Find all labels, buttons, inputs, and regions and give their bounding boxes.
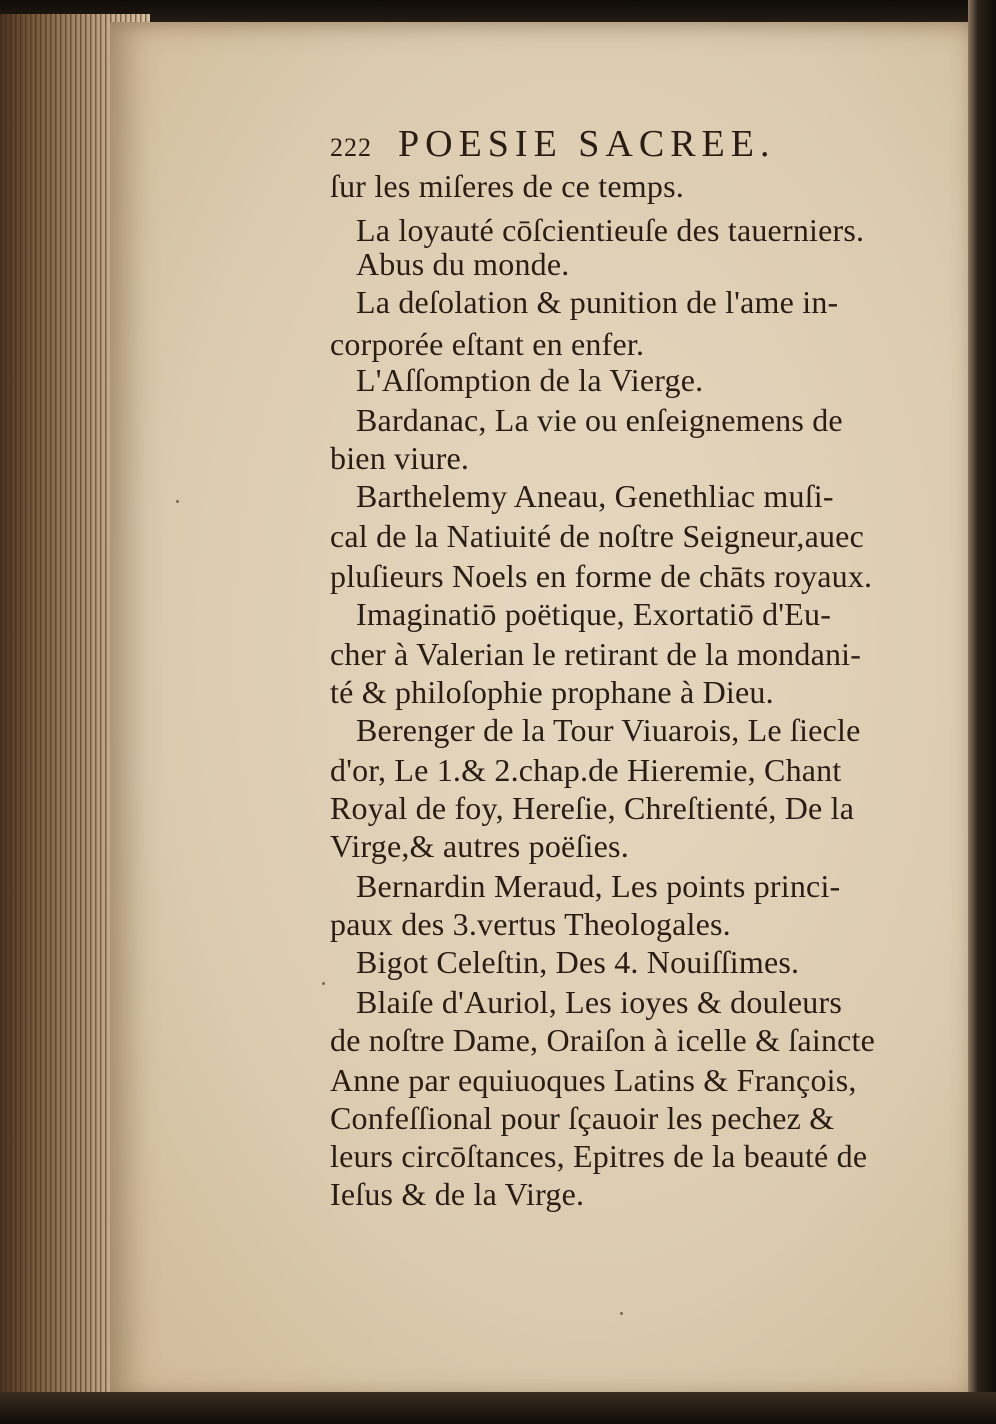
text-line: La loyauté cōſcientieuſe des tauerniers.	[356, 212, 865, 248]
text-line: de noſtre Dame, Oraiſon à icelle & ſaincte	[330, 1022, 876, 1058]
text-line: Royal de foy, Hereſie, Chreſtienté, De la	[330, 790, 855, 826]
binding-edge-bottom	[0, 1392, 996, 1424]
text-line: Bernardin Meraud, Les points princi-	[356, 868, 841, 904]
page-header	[330, 122, 775, 172]
text-line: leurs circōſtances, Epitres de la beauté de	[330, 1138, 868, 1174]
text-line: Abus du monde.	[356, 246, 570, 282]
text-line: Bigot Celeſtin, Des 4. Nouiſſimes.	[356, 944, 800, 980]
text-line: Anne par equiuoques Latins & François,	[330, 1062, 857, 1098]
text-line: La deſolation & punition de l'ame in-	[356, 284, 839, 320]
text-line: Blaiſe d'Auriol, Les ioyes & douleurs	[356, 984, 842, 1020]
binding-edge-right	[968, 0, 996, 1424]
ink-speck	[322, 982, 325, 985]
text-line: pluſieurs Noels en forme de chāts royaux.	[330, 558, 873, 594]
text-line: d'or, Le 1.& 2.chap.de Hieremie, Chant	[330, 752, 842, 788]
text-line: cher à Valerian le retirant de la mondani-	[330, 636, 862, 672]
text-line: paux des 3.vertus Theologales.	[330, 906, 731, 942]
text-line: Barthelemy Aneau, Genethliac muſi-	[356, 478, 834, 514]
text-line: ſur les miſeres de ce temps.	[330, 168, 684, 204]
page-number: 222	[330, 133, 372, 162]
text-line: corporée eſtant en enfer.	[330, 326, 645, 362]
text-line: Imaginatiō poëtique, Exortatiō d'Eu-	[356, 596, 832, 632]
text-line: L'Aſſomption de la Vierge.	[356, 362, 704, 398]
text-line: Bardanac, La vie ou enſeignemens de	[356, 402, 843, 438]
text-line: Berenger de la Tour Viuarois, Le ſiecle	[356, 712, 861, 748]
text-line: Virge,& autres poëſies.	[330, 828, 629, 864]
text-line: bien viure.	[330, 440, 470, 476]
text-line: Ieſus & de la Virge.	[330, 1176, 585, 1212]
text-line: Confeſſional pour ſçauoir les pechez &	[330, 1100, 835, 1136]
running-title: POESIE SACREE.	[398, 123, 776, 165]
ink-speck	[176, 500, 179, 503]
text-line: cal de la Natiuité de noſtre Seigneur,auec	[330, 518, 864, 554]
ink-speck	[620, 1312, 623, 1315]
text-line: té & philoſophie prophane à Dieu.	[330, 674, 774, 710]
